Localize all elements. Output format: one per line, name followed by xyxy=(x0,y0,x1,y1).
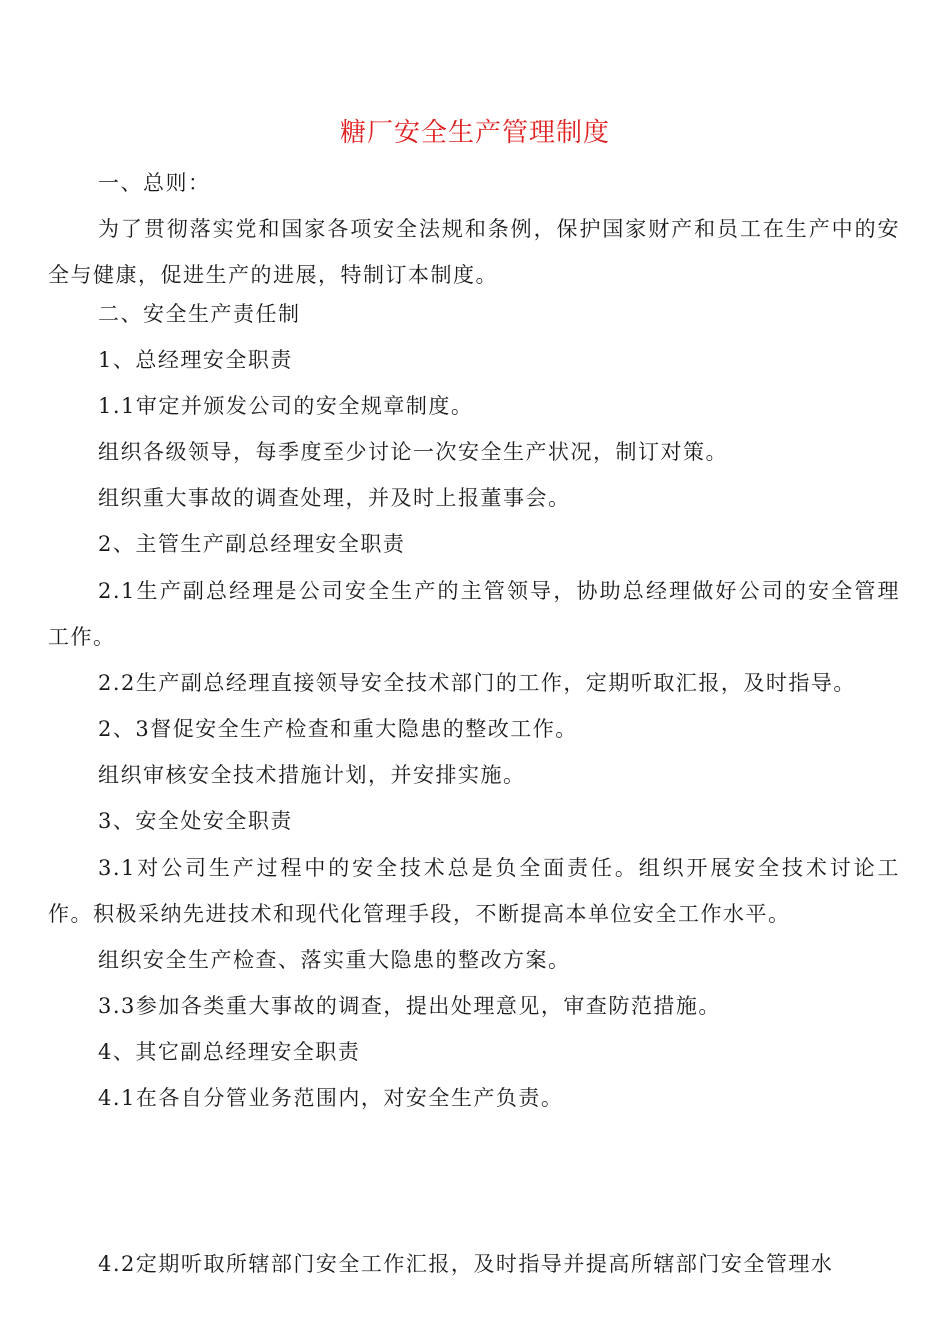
paragraph-4-2: 4.2定期听取所辖部门安全工作汇报，及时指导并提高所辖部门安全管理水 xyxy=(98,1252,834,1276)
paragraph-3-3: 3.3参加各类重大事故的调查，提出处理意见，审查防范措施。 xyxy=(98,994,721,1018)
paragraph-purpose: 为了贯彻落实党和国家各项安全法规和条例，保护国家财产和员工在生产中的安全与健康，促进生产的进展，特制订本制度。 xyxy=(48,217,900,287)
document-title: 糖厂安全生产管理制度 xyxy=(339,118,610,148)
paragraph-1-1: 1.1审定并颁发公司的安全规章制度。 xyxy=(98,394,474,418)
section-heading-general: 一、总则： xyxy=(98,171,211,195)
paragraph-2-1: 2.1生产副总经理是公司安全生产的主管领导，协助总经理做好公司的安全管理工作。 xyxy=(48,579,900,649)
subsection-heading-safety-office: 3、安全处安全职责 xyxy=(98,809,293,833)
paragraph-4-1: 4.1在各自分管业务范围内，对安全生产负责。 xyxy=(98,1086,564,1110)
paragraph-gm-accident: 组织重大事故的调查处理，并及时上报董事会。 xyxy=(98,486,571,510)
paragraph-3-1: 3.1对公司生产过程中的安全技术总是负全面责任。组织开展安全技术讨论工作。积极采纳先进技术和现代化管理手段，不断提高本单位安全工作水平。 xyxy=(48,856,900,926)
paragraph-gm-meeting: 组织各级领导，每季度至少讨论一次安全生产状况，制订对策。 xyxy=(98,440,728,464)
paragraph-vp-measures: 组织审核安全技术措施计划，并安排实施。 xyxy=(98,763,526,787)
subsection-heading-vp-production: 2、主管生产副总经理安全职责 xyxy=(98,532,406,556)
subsection-heading-gm: 1、总经理安全职责 xyxy=(98,348,293,372)
subsection-heading-other-vp: 4、其它副总经理安全职责 xyxy=(98,1040,361,1064)
section-heading-responsibility: 二、安全生产责任制 xyxy=(98,302,301,326)
paragraph-safety-inspection: 组织安全生产检查、落实重大隐患的整改方案。 xyxy=(98,948,571,972)
paragraph-2-2: 2.2生产副总经理直接领导安全技术部门的工作，定期听取汇报，及时指导。 xyxy=(98,671,856,695)
paragraph-2-3: 2、3督促安全生产检查和重大隐患的整改工作。 xyxy=(98,717,578,741)
